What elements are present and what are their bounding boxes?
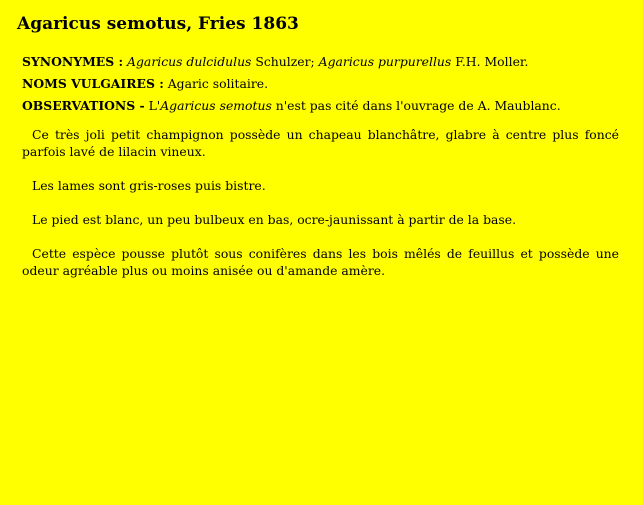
observations-label: OBSERVATIONS - xyxy=(22,98,145,113)
noms-vulgaires-label: NOMS VULGAIRES : xyxy=(22,76,164,91)
synonym-name-1: Agaricus dulcidulus xyxy=(127,54,252,69)
synonym-author-1: Schulzer; xyxy=(251,54,315,69)
observations-species: Agaricus semotus xyxy=(160,98,272,113)
noms-vulgaires-value: Agaric solitaire. xyxy=(163,76,269,91)
synonym-author-2: F.H. Moller. xyxy=(451,54,529,69)
observations-suffix: n'est pas cité dans l'ouvrage de A. Maublanc. xyxy=(271,98,561,113)
synonym-name-2: Agaricus purpurellus xyxy=(318,54,452,69)
description-paragraph-lames: Les lames sont gris-roses puis bistre. xyxy=(32,178,266,193)
page-title: Agaricus semotus, Fries 1863 xyxy=(17,14,299,34)
synonymes-line xyxy=(22,51,621,73)
synonymes-label: SYNONYMES : xyxy=(22,54,124,69)
observations-line xyxy=(22,95,621,117)
observations-prefix: L' xyxy=(144,98,161,113)
description-paragraph-pied: Le pied est blanc, un peu bulbeux en bas, ocre-jaunissant à partir de la base. xyxy=(32,212,517,227)
metadata-block xyxy=(22,51,621,117)
noms-vulgaires-line xyxy=(22,73,621,95)
description-paragraph-chapeau: Ce très joli petit champignon possède un chapeau blanchâtre, glabre à centre plus foncé parfois lavé de lilacin vineux. xyxy=(22,127,619,159)
description-paragraph-habitat: Cette espèce pousse plutôt sous conifères dans les bois mêlés de feuillus et possède une odeur agréable plus ou moins anisée ou d'amande amère. xyxy=(22,246,619,278)
